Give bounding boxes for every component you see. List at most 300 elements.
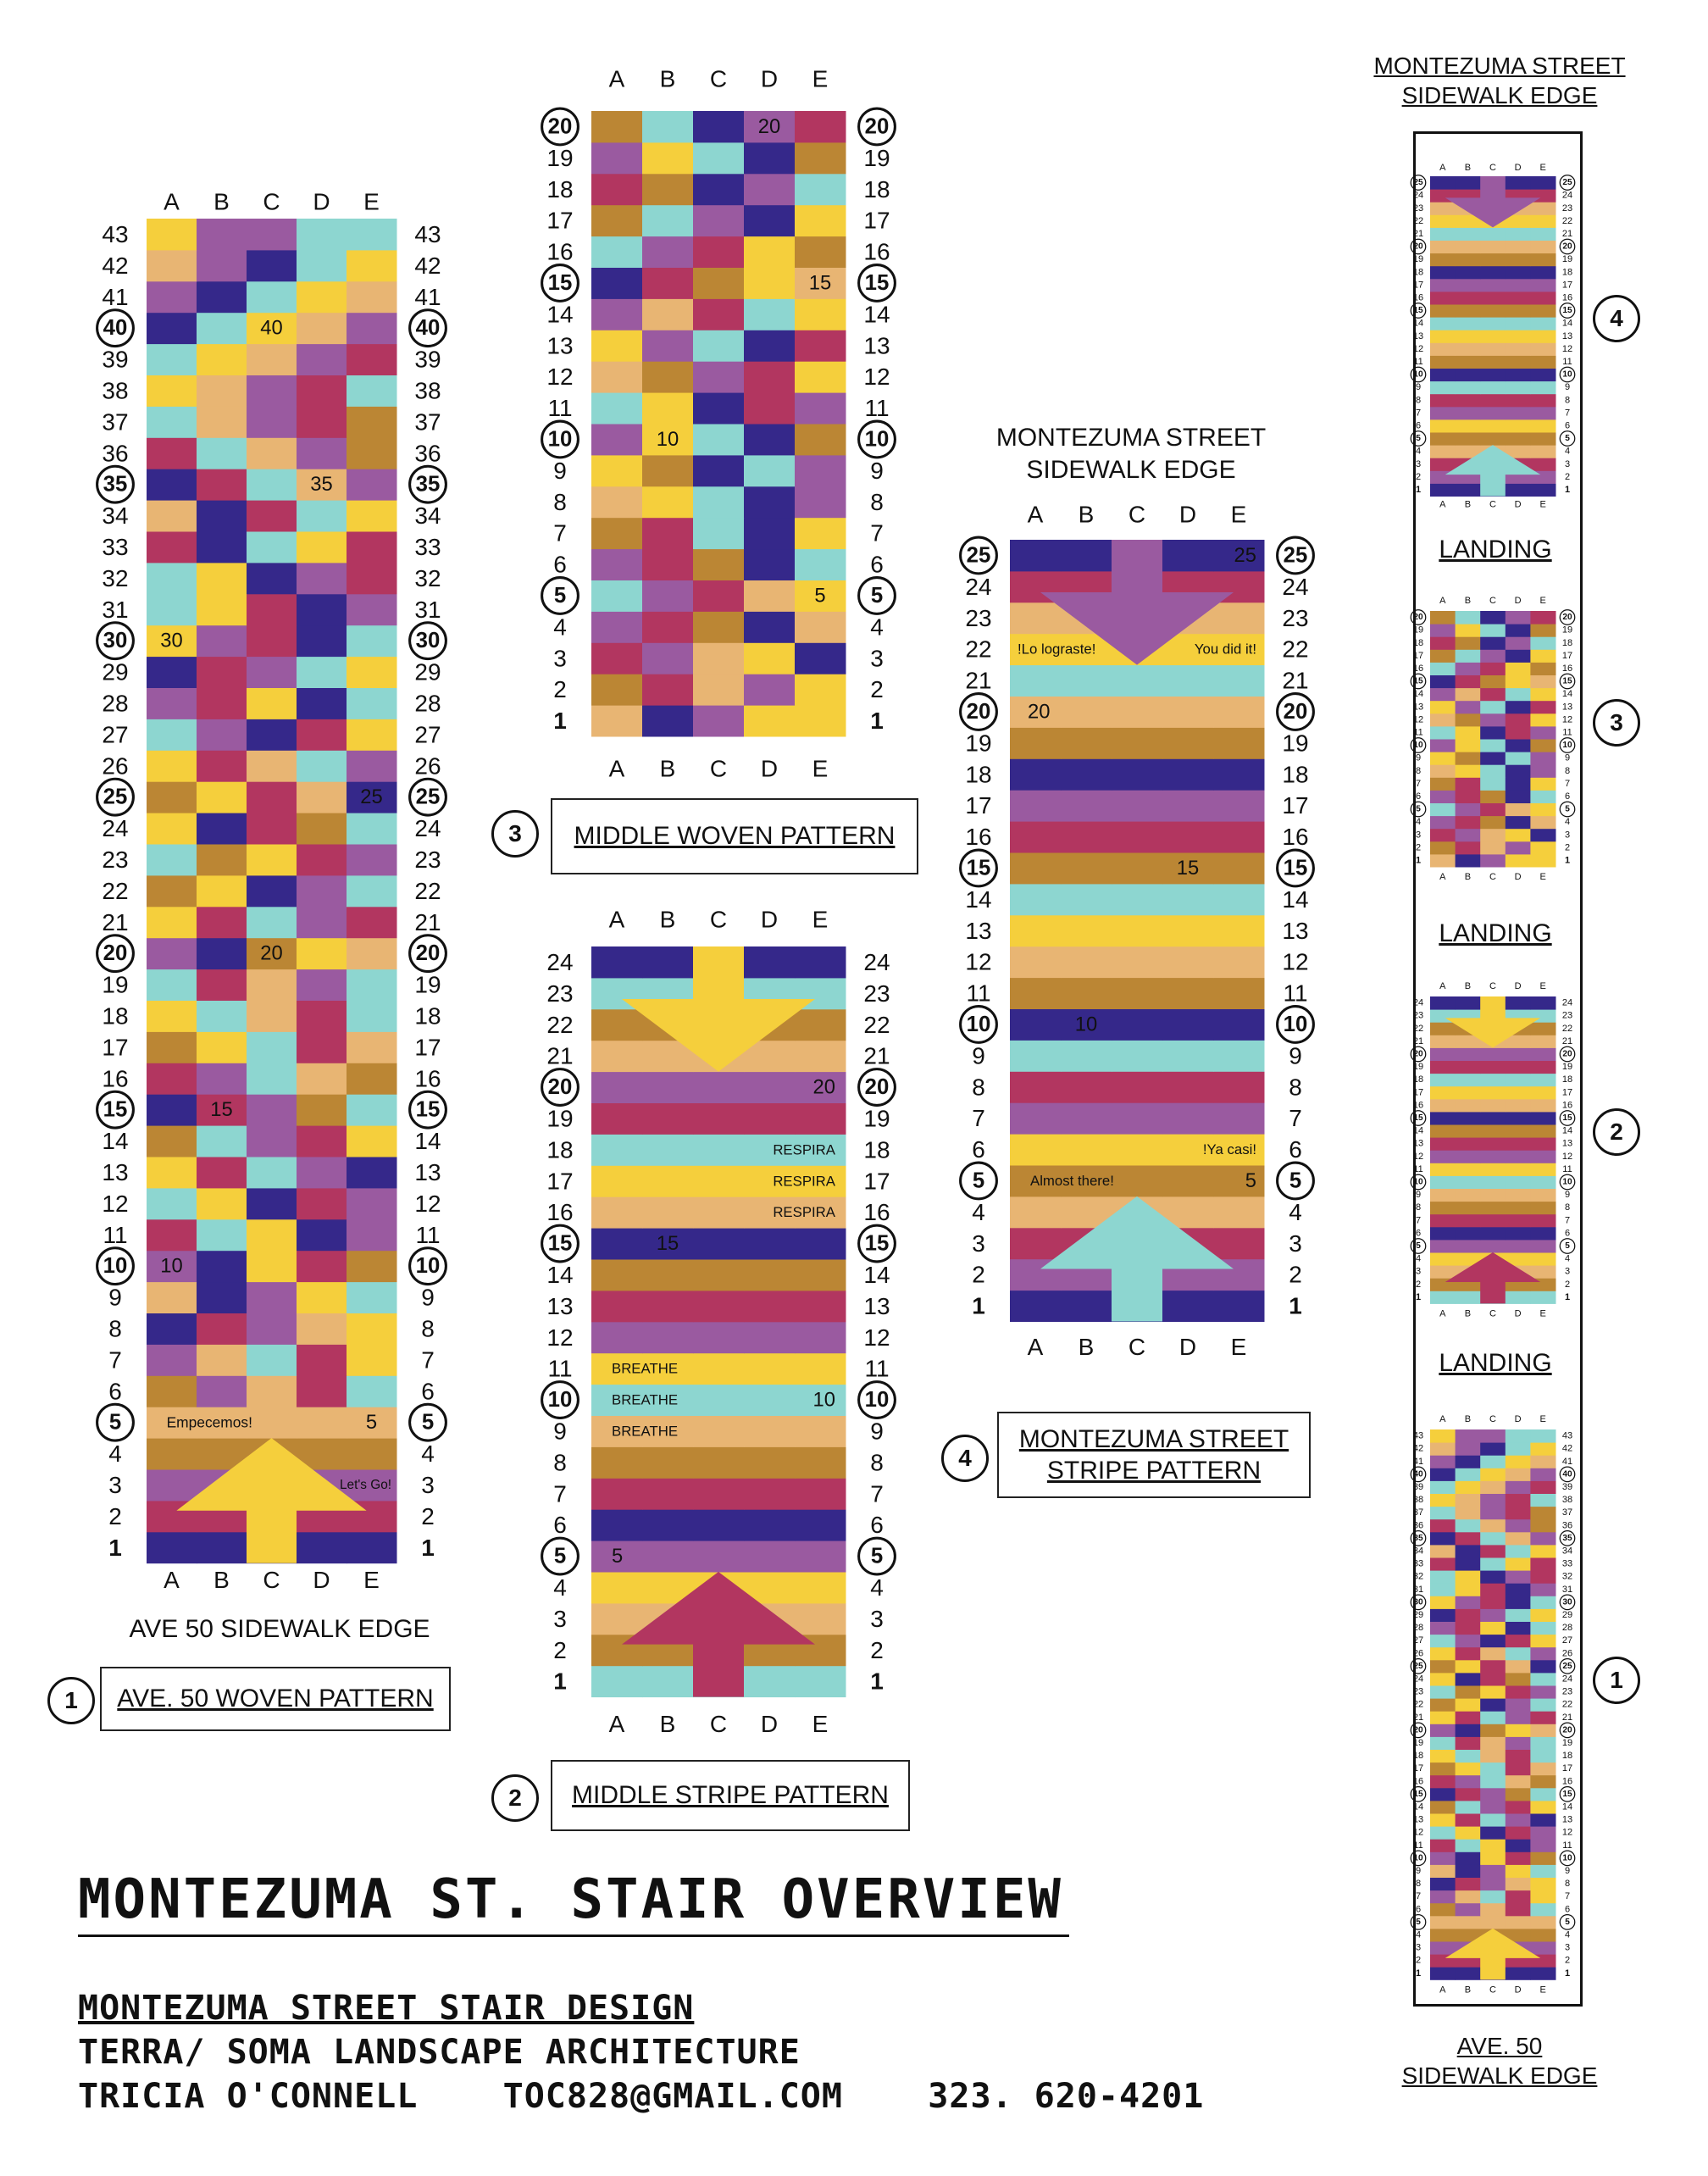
stair-cell (1162, 978, 1214, 1009)
stair-cell (1162, 697, 1214, 728)
stair-cell (642, 642, 694, 674)
row-milestone-right-number: 5 (1565, 1241, 1570, 1251)
row-milestone-right-number: 10 (415, 1254, 441, 1279)
stair-cell (347, 875, 397, 907)
stair-cell (744, 330, 796, 361)
stair-cell (347, 657, 397, 688)
stair-cell (147, 1282, 197, 1313)
stair-cell (147, 969, 197, 1001)
row-number-left: 2 (1415, 1279, 1422, 1290)
stair-cell (1061, 727, 1112, 758)
stair-cell (744, 1385, 796, 1416)
row-number-left: 22 (1412, 1699, 1424, 1710)
stair-cell (642, 111, 694, 142)
row-text: BREATHE (612, 1423, 679, 1440)
row-number-left: 8 (553, 1449, 567, 1476)
row-number-left: 3 (108, 1471, 122, 1498)
row-number-left: 43 (1412, 1430, 1424, 1441)
stair-cell (642, 142, 694, 174)
row-milestone-right-number: 15 (1562, 1789, 1572, 1799)
row-number-right: 16 (1561, 663, 1573, 674)
row-number-left: 6 (1415, 1904, 1422, 1915)
stair-cell (247, 594, 297, 625)
cell-number: 30 (160, 629, 183, 652)
row-number-right: 12 (1561, 714, 1573, 725)
row-milestone-right-number: 15 (864, 270, 890, 295)
row-text: RESPIRA (773, 1141, 835, 1158)
row-number-left: 13 (546, 1292, 574, 1319)
stair-cell (1162, 727, 1214, 758)
row-number-left: 9 (553, 457, 567, 484)
row-number-left: 17 (1412, 1763, 1424, 1774)
row-number-left: 17 (102, 1034, 129, 1061)
stair-cell (147, 1001, 197, 1032)
row-number-left: 8 (1415, 395, 1422, 406)
stair-cell (1213, 1040, 1265, 1071)
column-letter-top: A (1027, 501, 1044, 528)
row-milestone-right-number: 20 (864, 1075, 890, 1100)
stair-cell (347, 1125, 397, 1157)
stair-cell (693, 611, 745, 642)
stair-cell (297, 1375, 347, 1407)
stair-cell (795, 1009, 846, 1041)
column-letter-top: E (1539, 163, 1546, 173)
stair-cell (1010, 978, 1062, 1009)
stair-cell (591, 1509, 643, 1540)
stair-cell (147, 750, 197, 781)
column-letter-bottom: B (1078, 1334, 1095, 1360)
row-milestone-right-number: 15 (415, 1097, 441, 1122)
row-number-right: 9 (1289, 1042, 1302, 1069)
row-number-right: 16 (1561, 1100, 1573, 1111)
stair-cell (1213, 697, 1265, 728)
row-number-left: 3 (1415, 1266, 1422, 1277)
stair-cell (642, 298, 694, 330)
row-number-left: 6 (1415, 791, 1422, 802)
row-number-left: 19 (1412, 624, 1424, 636)
stair-cell (1010, 946, 1062, 978)
row-number-left: 2 (1415, 1955, 1422, 1966)
stair-cell (347, 563, 397, 594)
column-letter-bottom: E (1539, 499, 1546, 510)
row-number-right: 2 (870, 1636, 884, 1663)
stair-cell (1061, 1071, 1112, 1102)
stair-cell (147, 437, 197, 469)
stair-cell (197, 1219, 247, 1251)
row-number-left: 9 (108, 1284, 122, 1311)
row-number-right: 9 (1564, 382, 1571, 393)
stair-cell (197, 1157, 247, 1188)
stair-cell (1162, 1009, 1214, 1041)
stair-cell (1213, 1102, 1265, 1134)
stair-cell (247, 1375, 297, 1407)
column-letter-top: B (214, 188, 230, 215)
row-number-right: 7 (1564, 1215, 1571, 1226)
stair-cell (642, 1478, 694, 1509)
stair-cell (795, 1322, 846, 1353)
row-number-left: 18 (1412, 1074, 1424, 1085)
row-number-right: 9 (1564, 1865, 1571, 1876)
row-milestone-left-number: 15 (547, 270, 573, 295)
stair-cell (642, 1165, 694, 1196)
stair-cell (197, 938, 247, 969)
stair-cell (297, 1188, 347, 1219)
stair-cell (1213, 665, 1265, 697)
stair-cell (247, 781, 297, 813)
stair-cell (1010, 1071, 1062, 1102)
row-number-left: 8 (1415, 1202, 1422, 1213)
row-number-right: 14 (1561, 318, 1573, 329)
row-number-right: 2 (1564, 1955, 1571, 1966)
row-number-right: 13 (1282, 917, 1309, 944)
stair-cell (1010, 1291, 1062, 1322)
stair-cell (1010, 790, 1062, 821)
row-number-right: 14 (863, 301, 890, 328)
stair-cell (1112, 758, 1163, 790)
row-number-left: 21 (965, 667, 992, 694)
column-letter-bottom: A (1439, 872, 1446, 882)
stair-cell (591, 1196, 643, 1228)
stair-cell (247, 437, 297, 469)
column-letter-bottom: D (1514, 1984, 1522, 1996)
stair-cell (247, 1125, 297, 1157)
row-number-left: 1 (108, 1534, 122, 1561)
row-milestone-right-number: 35 (1562, 1533, 1572, 1543)
stair-cell (693, 236, 745, 268)
row-number-right: 8 (421, 1315, 435, 1342)
overview-landing-label-3: LANDING (1439, 1349, 1552, 1377)
stair-cell (642, 1666, 694, 1697)
stair-cell (591, 674, 643, 705)
row-number-right: 23 (863, 980, 890, 1007)
stair-cell (1162, 1291, 1214, 1322)
stair-cell (1112, 665, 1163, 697)
stair-cell (297, 406, 347, 437)
stair-cell (744, 549, 796, 580)
stair-cell (744, 1416, 796, 1447)
row-number-left: 24 (546, 948, 574, 975)
column-letter-top: D (760, 906, 779, 933)
overview-section-2-number: 2 (1593, 1108, 1640, 1156)
row-text: !Lo lograste! (1018, 641, 1096, 658)
row-number-left: 38 (1412, 1495, 1424, 1506)
row-number-right: 21 (863, 1042, 890, 1069)
row-milestone-left-number: 5 (1416, 1917, 1421, 1927)
row-number-right: 37 (414, 408, 441, 436)
row-milestone-left-number: 30 (1413, 1597, 1423, 1607)
stair-cell (693, 361, 745, 392)
stair-cell (347, 1094, 397, 1125)
row-number-right: 1 (1564, 1291, 1571, 1302)
row-number-left: 14 (102, 1128, 129, 1155)
stair-cell (591, 946, 643, 978)
stair-cell (1061, 852, 1112, 884)
stair-cell (693, 1540, 745, 1572)
row-number-left: 4 (1415, 1253, 1422, 1264)
stair-cell (1112, 1134, 1163, 1165)
stair-cell (297, 531, 347, 563)
row-number-right: 17 (1561, 1763, 1573, 1774)
stair-cell (147, 1031, 197, 1063)
row-number-left: 14 (546, 301, 574, 328)
row-text: Empecemos! (166, 1413, 252, 1431)
cell-number: 10 (656, 427, 679, 451)
row-number-left: 41 (1412, 1456, 1424, 1467)
row-number-left: 4 (553, 1574, 567, 1601)
cell-number: 20 (1028, 700, 1051, 724)
cell-number: 15 (808, 271, 832, 295)
row-number-right: 1 (421, 1534, 435, 1561)
row-milestone-left-number: 5 (1416, 804, 1421, 814)
row-number-right: 4 (870, 613, 884, 641)
stair-cell (795, 330, 846, 361)
row-number-right: 3 (1564, 458, 1571, 469)
cell-number: 5 (365, 1411, 378, 1435)
stair-cell (1010, 540, 1062, 571)
row-number-right: 1 (870, 708, 884, 735)
stair-cell (197, 844, 247, 875)
row-number-left: 18 (546, 175, 574, 203)
stair-cell (591, 705, 643, 736)
stair-cell (1010, 1228, 1062, 1259)
stair-cell (744, 580, 796, 612)
stair-cell (591, 268, 643, 299)
stair-cell (147, 406, 197, 437)
row-number-left: 4 (108, 1440, 122, 1468)
column-letter-bottom: E (812, 755, 829, 782)
stair-cell (1162, 821, 1214, 852)
row-number-left: 13 (546, 332, 574, 359)
column-letter-bottom: D (760, 1711, 779, 1738)
stair-cell (591, 1446, 643, 1478)
stair-cell (1112, 946, 1163, 978)
row-number-left: 8 (1415, 1879, 1422, 1890)
row-milestone-left-number: 10 (547, 427, 573, 452)
row-number-left: 17 (965, 792, 992, 819)
row-number-right: 11 (864, 395, 890, 422)
column-letter-top: C (709, 65, 728, 92)
row-number-left: 2 (1415, 471, 1422, 482)
stair-cell (197, 250, 247, 281)
stair-cell (693, 1291, 745, 1322)
stair-cell (1010, 852, 1062, 884)
row-number-right: 2 (1564, 471, 1571, 482)
row-text: BREATHE (612, 1391, 679, 1408)
row-number-left: 2 (553, 676, 567, 703)
row-number-right: 16 (414, 1065, 441, 1092)
row-number-left: 12 (965, 948, 992, 975)
stair-cell (744, 174, 796, 205)
overview-section-4-number: 4 (1593, 295, 1640, 342)
column-letter-bottom: C (1128, 1334, 1146, 1360)
stair-cell (642, 1134, 694, 1165)
row-number-left: 9 (1415, 752, 1422, 763)
stair-cell (1061, 790, 1112, 821)
cell-number: 10 (812, 1388, 835, 1412)
stair-cell (297, 875, 347, 907)
stair-cell (247, 1188, 297, 1219)
stair-cell (1213, 602, 1265, 634)
row-number-left: 16 (546, 238, 574, 265)
montezuma-sidewalk-edge-header: MONTEZUMA STREET SIDEWALK EDGE (995, 424, 1267, 484)
row-number-right: 39 (1561, 1481, 1573, 1492)
column-letter-top: E (1539, 1414, 1546, 1424)
stair-cell (347, 437, 397, 469)
row-number-right: 7 (1564, 778, 1571, 789)
column-letter-bottom: C (263, 1567, 280, 1594)
stair-cell (693, 174, 745, 205)
middle-stripe-number: 2 (491, 1774, 539, 1822)
row-number-left: 19 (546, 144, 574, 171)
row-number-left: 12 (546, 364, 574, 391)
row-number-right: 6 (870, 551, 884, 578)
stair-cell (347, 500, 397, 531)
row-milestone-left-number: 5 (553, 1544, 567, 1568)
row-milestone-left-number: 25 (1413, 178, 1423, 188)
row-milestone-right-number: 25 (1562, 178, 1572, 188)
stair-cell (642, 361, 694, 392)
stair-cell (744, 1103, 796, 1135)
row-number-left: 43 (102, 220, 129, 247)
stair-cell (795, 1416, 846, 1447)
row-number-right: 7 (870, 1480, 884, 1507)
row-milestone-right-number: 15 (1562, 306, 1572, 316)
stair-cell (197, 500, 247, 531)
stair-cell (347, 281, 397, 313)
stair-cell (247, 406, 297, 437)
stair-cell (347, 1344, 397, 1375)
stair-cell (1213, 884, 1265, 915)
row-number-left: 22 (546, 1011, 574, 1038)
row-number-left: 22 (102, 877, 129, 904)
row-milestone-right-number: 15 (1562, 1113, 1572, 1123)
stair-cell (347, 938, 397, 969)
stair-cell (744, 268, 796, 299)
stair-cell (744, 1259, 796, 1291)
row-number-left: 7 (553, 1480, 567, 1507)
row-number-left: 3 (1415, 1942, 1422, 1953)
row-number-left: 32 (1412, 1571, 1424, 1582)
row-number-left: 13 (1412, 1138, 1424, 1149)
stair-cell (347, 844, 397, 875)
stair-cell (591, 549, 643, 580)
row-number-left: 21 (1412, 1035, 1424, 1046)
row-number-left: 1 (1415, 855, 1422, 866)
stair-cell (744, 705, 796, 736)
row-number-right: 8 (870, 1449, 884, 1476)
row-number-right: 19 (1282, 730, 1309, 757)
panel-montezuma-stripe (961, 502, 1314, 1361)
stair-cell (147, 1094, 197, 1125)
row-number-left: 14 (1412, 1801, 1424, 1812)
row-milestone-right-number: 10 (1562, 1853, 1572, 1863)
column-letter-top: D (313, 188, 330, 215)
row-number-right: 17 (1561, 280, 1573, 291)
stair-cell (347, 1313, 397, 1345)
stair-cell (693, 1072, 745, 1103)
stair-cell (795, 1228, 846, 1259)
column-letter-top: E (812, 65, 829, 92)
column-letter-top: A (1439, 163, 1446, 173)
row-milestone-right-number: 25 (1283, 543, 1308, 568)
row-milestone-right-number: 15 (1283, 856, 1308, 880)
row-number-left: 4 (1415, 446, 1422, 457)
row-number-left: 1 (553, 708, 567, 735)
row-number-left: 17 (546, 1168, 574, 1195)
stair-cell (693, 1509, 745, 1540)
stair-cell (1112, 790, 1163, 821)
row-number-left: 27 (102, 721, 129, 748)
row-milestone-right-number: 35 (415, 472, 441, 497)
row-number-right: 24 (1561, 997, 1573, 1008)
row-number-right: 13 (1561, 330, 1573, 341)
row-number-left: 11 (547, 395, 573, 422)
row-number-right: 6 (421, 1378, 435, 1405)
stair-cell (1010, 758, 1062, 790)
row-number-left: 9 (1415, 1190, 1422, 1201)
column-letter-top: C (1489, 163, 1496, 173)
row-number-left: 18 (965, 761, 992, 788)
row-milestone-left-number: 25 (103, 785, 128, 809)
row-text: Almost there! (1030, 1172, 1114, 1189)
stair-cell (147, 1157, 197, 1188)
overview-frame (1413, 131, 1583, 2007)
row-number-left: 36 (1412, 1520, 1424, 1531)
stair-cell (247, 750, 297, 781)
stair-cell (147, 1438, 197, 1469)
row-milestone-left-number: 15 (547, 1231, 573, 1256)
row-number-left: 8 (553, 488, 567, 515)
stair-cell (1010, 602, 1062, 634)
stair-cell (1213, 727, 1265, 758)
row-number-right: 18 (1561, 1074, 1573, 1085)
stair-cell (147, 1063, 197, 1094)
row-number-right: 23 (1282, 604, 1309, 631)
stair-cell (297, 1063, 347, 1094)
stair-cell (247, 281, 297, 313)
row-number-left: 24 (1412, 1674, 1424, 1685)
row-number-right: 16 (1282, 824, 1309, 851)
stair-cell (744, 642, 796, 674)
stair-cell (197, 313, 247, 344)
stair-cell (1010, 1196, 1062, 1228)
stair-cell (147, 1219, 197, 1251)
stair-cell (1213, 821, 1265, 852)
stair-cell (247, 1313, 297, 1345)
row-number-right: 1 (1564, 484, 1571, 495)
row-number-right: 43 (1561, 1430, 1573, 1441)
row-number-left: 3 (553, 645, 567, 672)
row-number-right: 21 (1561, 1712, 1573, 1723)
row-number-right: 8 (1564, 395, 1571, 406)
column-letter-top: D (1514, 596, 1522, 606)
row-number-right: 23 (1561, 1686, 1573, 1697)
row-number-left: 24 (102, 815, 129, 842)
row-number-right: 9 (1564, 1190, 1571, 1201)
stair-cell (1162, 946, 1214, 978)
column-letter-bottom: A (1439, 499, 1446, 510)
stair-cell (297, 563, 347, 594)
row-number-left: 7 (1415, 778, 1422, 789)
row-number-left: 17 (1412, 1087, 1424, 1098)
row-milestone-left-number: 5 (553, 583, 567, 608)
stair-cell (591, 1134, 643, 1165)
stair-cell (1112, 1009, 1163, 1041)
stair-cell (147, 907, 197, 938)
row-number-left: 12 (1412, 1827, 1424, 1838)
stair-cell (795, 705, 846, 736)
row-number-left: 33 (102, 533, 129, 560)
